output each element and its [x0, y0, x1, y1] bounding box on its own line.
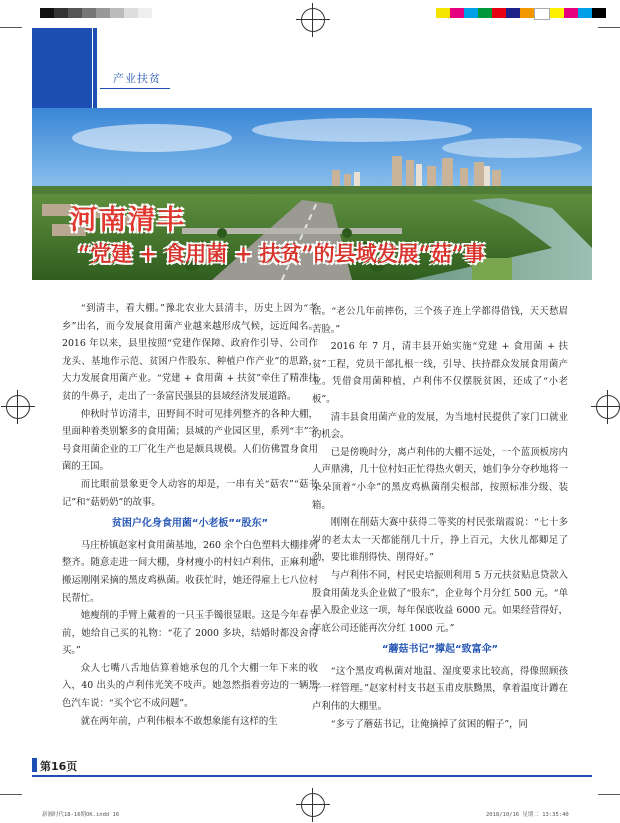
color-bar — [436, 8, 606, 18]
paragraph: 刚刚在削菇大赛中获得二等奖的村民张瑞霞说：“七十多岁的老太太一天都能削几十斤，挣上百元，大伙儿都卿足了劲，要比谁削得快、削得好。” — [312, 517, 568, 564]
paragraph: 她瘦削的手臂上戴着的一只玉手镯很显眼。这是今年春节前，她给自己买的礼物：“花了 2000 多块，结婚时都没舍得买。” — [62, 610, 318, 657]
paragraph: “这个黑皮鸡枞菌对地温、湿度要求比较高，得像照顾孩子一样管理。”赵家村村支书赵玉甫皮肤黝黑，拿着温度计蹲在卢利伟的大棚里。 — [312, 665, 568, 713]
crop-mark — [598, 27, 620, 28]
section-label: 产业扶贫 — [113, 72, 161, 85]
subheading: “蘑菇书记”撑起“致富伞” — [381, 644, 499, 656]
paragraph: 仲秋时节访清丰，田野间不时可见排列整齐的各种大棚，里面种着类别繁多的食用菌；县城的产业园区里，系列“丰”字号食用菌企业的工厂化生产也是颇具规模。人们仿佛置身食用菌的王国。 — [62, 408, 318, 473]
section-rule — [100, 88, 170, 89]
crop-mark — [0, 27, 22, 28]
paragraph: 2016 年 7 月，清丰县开始实施“党建 + 食用菌 + 扶贫”工程，党员干部扎根一线，引导、扶持群众发展食用菌产业。凭借食用菌种植，卢利伟不仅摆脱贫困，还成了“小老板”。 — [312, 341, 568, 405]
registration-mark-left — [6, 395, 30, 419]
page-number-marker — [32, 758, 37, 772]
crop-mark — [0, 794, 22, 795]
paragraph: “多亏了蘑菇书记，让俺摘掉了贫困的帽子”，同 — [330, 718, 528, 730]
paragraph: 已是傍晚时分，离卢利伟的大棚不远处，一个蓝顶板房内人声鼎沸，几十位村妇正忙得热火朝天，她们争分夺秒地将一朵朵顶着“小伞”的黑皮鸡枞菌削尖根部，按照标准分级、装箱。 — [312, 446, 568, 511]
page-number: 第16页 — [40, 760, 78, 773]
grayscale-bar — [40, 8, 152, 18]
footer-rule — [32, 775, 592, 777]
paragraph: 众人七嘴八舌地估算着她承包的几个大棚一年下来的收入，40 出头的卢利伟光笑不吱声。她忽然指着旁边的一辆黑色汽车说：“买个它不成问题”。 — [62, 662, 318, 710]
paragraph: “到清丰，看大棚。”豫北农业大县清丰，历史上因为“孝乡”出名，而今发展食用菌产业越来越形成气候，远近闻名。2016 年以来，县里按照“党建作保障、政府作引导、公司作龙头、基地作示范、贫困户作股东、种植户作产业”的思路，大力发展食用菌产业。“党建 + 食用菌 + 扶贫”牵住了精准扶贫的牛鼻子，走出了一条富民强县的县域经济发展道路。 — [62, 303, 318, 402]
crop-mark — [598, 794, 620, 795]
header-blue-stripe — [93, 28, 97, 112]
hero-title: 河南清丰 — [70, 205, 186, 236]
subheading: 贫困户化身食用菌“小老板”“股东” — [111, 518, 269, 530]
paragraph: 与卢利伟不同，村民史培振则利用 5 万元扶贫贴息贷款入股食用菌龙头企业做了“股东”，企业每个月分红 500 元。“单是入股企业这一项，每年保底收益 6000 元。如果经营得好，年底公司还能再次分红 1000 元。” — [312, 569, 568, 634]
paragraph: 活。“老公几年前摔伤，三个孩子连上学都得借钱，天天愁眉苦脸。” — [312, 306, 568, 335]
paragraph: 马庄桥镇赵家村食用菌基地，260 余个白色塑料大棚排列整齐。随意走进一间大棚，身材瘦小的村妇卢利伟，正麻利地搬运刚刚采摘的黑皮鸡枞菌。收获忙时，她还得雇上七八位村民帮忙。 — [62, 539, 318, 604]
registration-mark-right — [596, 395, 620, 419]
print-slug-right: 2018/10/16 星期二 13:35:40 — [486, 812, 569, 818]
article-column-left — [62, 300, 318, 730]
registration-mark-bottom — [301, 793, 325, 817]
registration-mark-top — [301, 8, 325, 32]
paragraph: 就在两年前，卢利伟根本不敢想象能有这样的生 — [80, 715, 278, 727]
hero-subtitle: “党建 + 食用菌 + 扶贫”的县域发展“菇”事 — [78, 241, 485, 266]
article-column-right — [312, 303, 568, 733]
paragraph: 而比眼前景象更令人动容的却是，一串有关“菇农”“菇书记”和“菇奶奶”的故事。 — [62, 478, 318, 508]
header-blue-block — [32, 28, 92, 112]
print-slug-left: 新湘时代18-16期OK.indd 16 — [42, 812, 120, 818]
paragraph: 清丰县食用菌产业的发展，为当地村民提供了家门口就业的机会。 — [312, 411, 568, 441]
